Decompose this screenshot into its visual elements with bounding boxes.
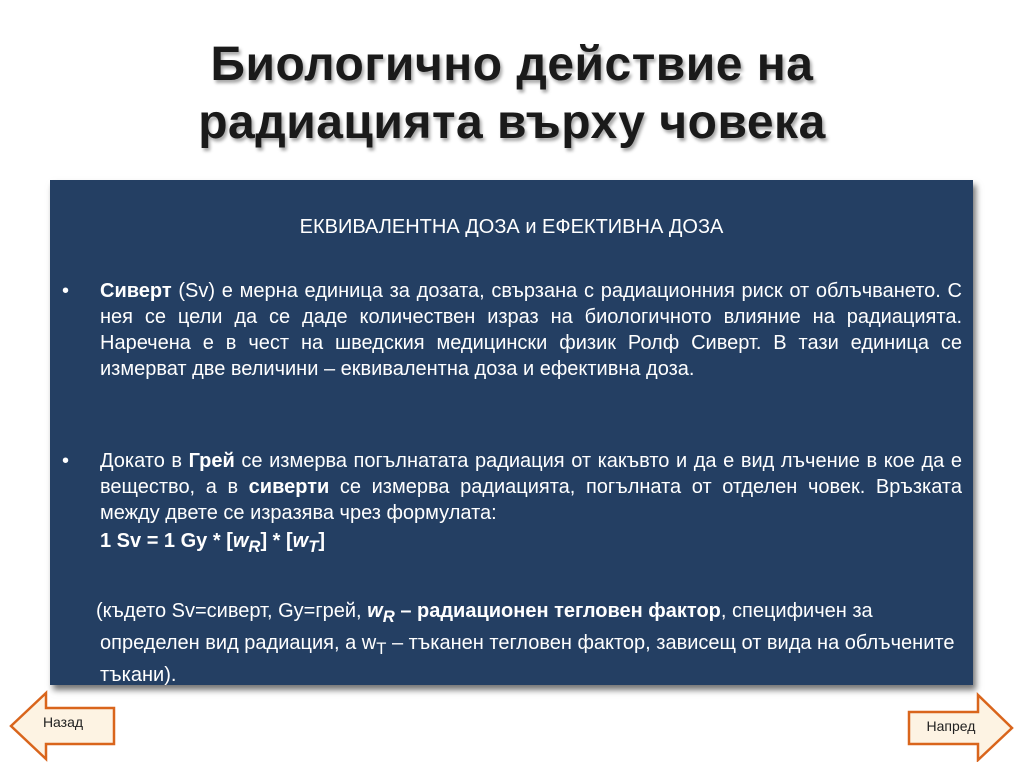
dose-formula bbox=[100, 530, 325, 557]
term-sieverts: сиверти bbox=[248, 476, 330, 498]
slide-title bbox=[0, 36, 1024, 152]
back-label: Назад bbox=[42, 714, 84, 730]
note-part2: , специфичен за определен вид радиация, а w bbox=[100, 600, 873, 654]
back-button[interactable] bbox=[8, 690, 118, 762]
bullet-sievert-text: (Sv) е мерна единица за дозата, свързана с радиационния риск от облъчването. С нея се цели да се даде количествен израз на биологичното влияние на радиацията. Наречена е в чест на шведския медицински физик Ролф Сиверт. В тази единица се измерват две величини – еквивалентна доза и ефективна доза. bbox=[100, 280, 962, 380]
formula-prefix: 1 Sv = 1 Gy * [ bbox=[100, 530, 233, 552]
note-wr-sub: R bbox=[382, 607, 395, 626]
forward-label: Напред bbox=[926, 718, 976, 734]
bullet-gray-part2: се измерва погълнатата радиация от какъвто и да е вид лъчение в кое да е вещество, а в bbox=[100, 450, 962, 498]
note-part1: (където Sv=сиверт, Gy=грей, bbox=[96, 600, 368, 622]
bullet-gray-part1: Докато в bbox=[100, 450, 189, 472]
note-bold-text: – радиационен тегловен фактор bbox=[394, 600, 721, 622]
bullet-gray-part3: се измерва радиацията, погълната от отделен човек. Връзката между двете се изразява чрез формулата: bbox=[100, 476, 962, 524]
bullet-sievert bbox=[62, 278, 962, 382]
formula-suffix: ] bbox=[318, 530, 326, 552]
formula-wt-letter: w bbox=[292, 530, 309, 552]
formula-note bbox=[96, 598, 962, 688]
slide-title-line2: радиацията върху човека bbox=[198, 96, 826, 149]
formula-wr-letter: w bbox=[232, 530, 249, 552]
note-wr-letter: w bbox=[367, 600, 383, 622]
term-gray: Грей bbox=[188, 450, 235, 472]
note-wt-sub: T bbox=[376, 639, 387, 658]
bullet-icon: • bbox=[62, 450, 70, 472]
content-panel bbox=[50, 180, 973, 685]
formula-middle: ] * [ bbox=[260, 530, 293, 552]
formula-wr-sub: R bbox=[248, 537, 261, 556]
forward-button[interactable] bbox=[906, 690, 1016, 762]
panel-heading: ЕКВИВАЛЕНТНА ДОЗА и ЕФЕКТИВНА ДОЗА bbox=[299, 216, 724, 238]
slide-title-line1: Биологично действие на bbox=[210, 38, 814, 91]
term-sievert: Сиверт bbox=[100, 280, 172, 302]
bullet-icon: • bbox=[62, 280, 70, 302]
formula-wt-sub: T bbox=[308, 537, 319, 556]
bullet-gray bbox=[62, 448, 962, 526]
note-part3: – тъканен тегловен фактор, зависещ от вида на облъчените тъкани). bbox=[100, 632, 955, 686]
